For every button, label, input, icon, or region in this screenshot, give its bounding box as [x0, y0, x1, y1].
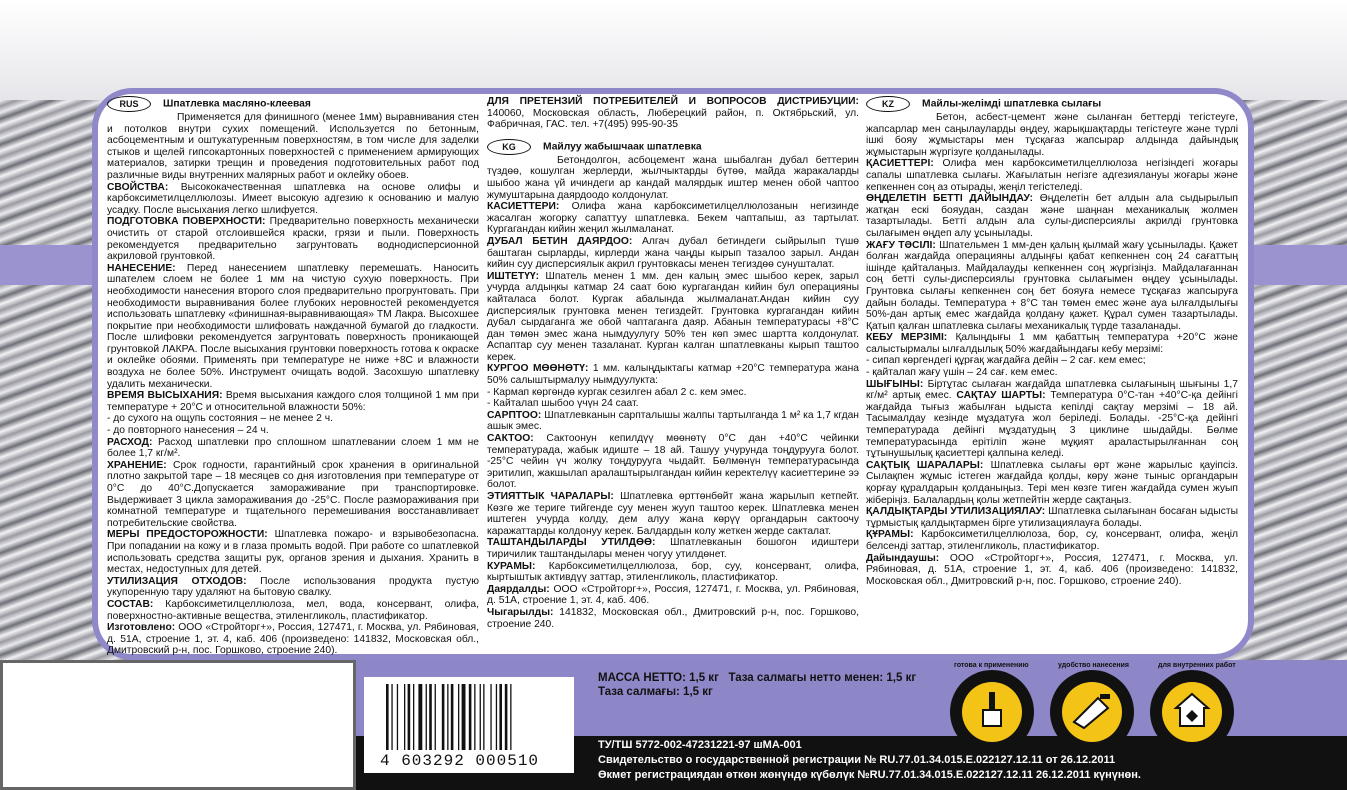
icon-label-easy: удобство нанесения — [1058, 662, 1129, 669]
registration-kg: Өкмет регистрациядан өткөн жөнүндө күбөлүк №RU.77.01.34.015.Е.022127.12.11 26.12.2011 күнүнөн. — [598, 769, 1141, 781]
made-label: Чыгарылды: — [487, 606, 554, 618]
maker-label: Изготовлено: — [107, 622, 176, 634]
composition-text: Карбоксиметилцеллюлоза, бор, су, консервант, олифа, жеңіл белсенді заттар, этиленгликоль, пластификатор. — [866, 529, 1238, 552]
lang-badge-kz: KZ — [866, 96, 910, 112]
maker-label: Дайындаушы: — [866, 552, 940, 564]
tu-code: ТУ/ТШ 5772-002-47231221-97 шМА-001 — [598, 739, 802, 751]
apply-label: ЖАҒУ ТӘСІЛІ: — [866, 239, 936, 251]
section-title: Майлы-желімді шпатлевка сылағы — [922, 98, 1102, 110]
props-text: Олифа мен карбоксиметилцеллюлоза негізіндегі жоғары сапалы шпатлевка сылағы. Жағылатын негізге адгезиялануы жоғары және кепкеннен соң аз отырады, жеңіл тегістеледі. — [866, 158, 1238, 193]
lang-badge-kg: KG — [487, 139, 531, 155]
usage-label: САРПТОО: — [487, 409, 542, 421]
dry-label: ВРЕМЯ ВЫСЫХАНИЯ: — [107, 390, 223, 402]
safety-label: САҚТЫҚ ШАРАЛАРЫ: — [866, 459, 984, 471]
claims-label: ДЛЯ ПРЕТЕНЗИЙ ПОТРЕБИТЕЛЕЙ И ВОПРОСОВ ДИСТРИБУЦИИ: — [487, 96, 859, 107]
prep-label: ДУБАЛ БЕТИН ДАЯРДОО: — [487, 235, 633, 247]
disposal-text: Шпатлевка сылағынан босаған ыдысты тұрмыстық қалдықтармен бірге утилизациялауға болады. — [866, 506, 1238, 529]
apply-label: ИШТЕТҮҮ: — [487, 270, 540, 282]
mass-kg: Таза салмагы нетто менен: 1,5 кг — [728, 672, 917, 684]
made-text: 141832, Московская обл., Дмитровский р-н, пос. Горшково, строение 240. — [487, 606, 859, 630]
disposal-text: Шпатлевканын бошогон идиштери тиричилик таштандылары менен чогуу утилдөнет. — [487, 537, 859, 560]
barcode-number: 4 603292 000510 — [380, 752, 540, 770]
composition-label: КУРАМЫ: — [487, 560, 536, 572]
props-label: ҚАСИЕТТЕРІ: — [866, 158, 934, 170]
dry-label: КУРГОО МӨӨНӨТҮ: — [487, 363, 589, 375]
net-weight — [598, 671, 916, 699]
column-kz — [866, 96, 1238, 587]
prep-label: ПОДГОТОВКА ПОВЕРХНОСТИ: — [107, 216, 266, 228]
intro-text: Применяется для финишного (менее 1мм) выравнивания стен и потолков внутри сухих помещений. Используется по бетонным, асбоцементным и оштукатуренным поверхностям, в том числе для заделки стыков и щелей гипсокартонных поверхностей с применением армирующих материалов, затирки трещин и проведения подготовительных работ под различные виды внутренних малярных работ и оклейку обоев. — [107, 112, 479, 181]
disposal-label: ТАШТАНДЫЛАРДЫ УТИЛДӨӨ: — [487, 537, 656, 549]
dry-label: КЕБУ МЕРЗІМІ: — [866, 332, 948, 344]
props-label: КАСИЕТТЕРИ: — [487, 201, 560, 213]
safety-label: МЕРЫ ПРЕДОСТОРОЖНОСТИ: — [107, 529, 268, 541]
dry-item-2: - до повторного нанесения – 24 ч. — [107, 425, 269, 437]
dry-text: Қалыңдығы 1 мм қабаттың температура +20°С және салыстырмалы ылғалдылық 50% жағдайындағы кебу мерзімі: — [866, 332, 1238, 355]
usage-label: РАСХОД: — [107, 436, 153, 448]
storage-text: Сактоонун кепилдүү мөөнөтү 0°С дан +40°С чейинки температурада, жабык идиште – 18 ай. Ташуу учурунда тоңдурууга болот. -25°С чейин үч жолку тоңдурууга чыдайт. Бөлмөнүн температурасында эритилип, жакшылап аралаштырылгандан кийин керектелүү касиеттерине ээ болот. — [487, 433, 859, 491]
prep-text: Өңделетін бет алдын ала сыдырылып жатқан ескі бояудан, саздан және шаңнан механикалық жолмен тазартылады. Бетті алдын ала сулы-дисперсиялы акрилді грунтовка сылағымен өңдеп алу ұсынылады. — [866, 193, 1238, 239]
disposal-label: УТИЛИЗАЦИЯ ОТХОДОВ: — [107, 575, 247, 587]
lang-badge-rus: RUS — [107, 96, 151, 112]
dry-text: 1 мм. калыңдыктагы катмар +20°С температура жана 50% салыштырмалуу нымдуулукта: — [487, 363, 859, 387]
prep-label: ӨҢДЕЛЕТІН БЕТТІ ДАЙЫНДАУ: — [866, 193, 1034, 205]
dry-item-1: - сипап көргендегі құрғақ жағдайға дейін – 2 сағ. кем емес; — [866, 355, 1146, 367]
claims-text: 140060, Московская область, Люберецкий район, п. Октябрьский, ул. Фабричная, ГАС. тел. +7(495) 995-90-35 — [487, 107, 859, 131]
dry-item-2: - Кайталап шыбоо үчүн 24 саат. — [487, 398, 639, 410]
storage-label: ХРАНЕНИЕ: — [107, 459, 167, 471]
composition-text: Карбоксиметилцеллюлоза, бор, суу, консервант, олифа, кыртыштык активдүү заттар, этиленгликоль, пластификатор. — [487, 560, 859, 584]
column-rus — [107, 96, 479, 657]
apply-text: Шпательмен 1 мм-ден қалың қылмай жағу ұсынылады. Қажет болған жағдайда операцияны алдыңғы қабат кепкеннен соң 24 сағаттың ішінде қайталаңыз. Майдалауды кепкеннен соң жүргізіңіз. Майдалағаннан соң бетті сулы-дисперсиялы грунтовка сылағымен өңдеу ұсынылады. Грунтовка сылағы кепкеннен соң бет бояуға немесе тұсқағаз жапсыруға дайын болады. Температура + 8°С тан төмен емес және ауа ылғалдылығы 50%-дан артық емес жағдайда қолдану қажет. Құрал сумен тазартылады. Қатып қалған шпатлевка сылағы механикалық түрде тазаланады. — [866, 239, 1238, 332]
apply-text: Перед нанесением шпатлевку перемешать. Наносить шпателем слоем не более 1 мм на чистую сухую поверхность. При необходимости нанесения второго слоя предварительно прогрунтовать. При необходимости выравнивания более глубоких неровностей рекомендуется использовать шпатлевку «финишная-выравнивающая» ТМ Лакра. Высохшее покрытие при необходимости шлифовать наждачной бумагой до гладкости. После шлифовки рекомендуется загрунтовать поверхность проникающей грунтовкой ЛАКРА. После высыхания грунтовки поверхность готова к окраске и оклейке обоями. Применять при температуре не ниже +8С и влажности воздуха не более 50%. Инструмент очищать водой. Засохшую шпатлевку удалить механически. — [107, 262, 479, 390]
storage-label: САҚТАУ ШАРТЫ: — [956, 390, 1046, 402]
feature-icons — [950, 662, 1250, 762]
usage-text: Расход шпатлевки про сплошном шпатлевании слоем 1 мм не более 1,7 кг/м². — [107, 436, 479, 460]
barcode-bars — [384, 684, 564, 752]
disposal-text: После использования продукта пустую укупоренную тару удаляют на бытовую свалку. — [107, 575, 479, 599]
dry-item-2: - қайталап жағу үшін – 24 сағ. кем емес. — [866, 367, 1058, 379]
storage-text: Срок годности, гарантийный срок хранения в оригинальной плотно закрытой таре – 18 месяцев со дня изготовления при температуре от 0°С до 40°С.Допускается замораживание при транспортировке. Выдерживает 3 цикла замораживания до -25°С. После размораживания при комнатной температуре и тщательного перемешивания восстанавливает потребительские свойства. — [107, 459, 479, 529]
maker-text: ООО «Стройторг+», Россия, 127471, г. Москва, ул. Рябиновая, д. 51А, строение 1, эт. 4, каб. 406 (произведено: 141832, Московская обл., Дмитровский р-н, пос. Горшково, строение 240). — [107, 622, 479, 657]
safety-text: Шпатлевка өрттөнбөйт жана жарылып кетпейт. Көзгө же териге тийгенде суу менен жууп таштоо керек. Шпатлевка менен иштеген учурда колду, дем алуу жана көрүү органдарын сактоочу каражаттарды колдонуу керек. Балдардын колу жеткен жерде сакталат. — [487, 491, 859, 537]
easy-application-icon — [1050, 670, 1134, 754]
usage-text: Шпатлевканын сарпталышы жалпы тартылганда 1 м² ка 1,7 кгдан ашык эмес. — [487, 409, 859, 433]
registration-rus: Свидетельство о государственной регистрации № RU.77.01.34.015.Е.022127.12.11 от 26.12.2011 — [598, 754, 1116, 766]
maker-text: ООО «Стройторг+», Россия, 127471, г. Москва, ул. Рябиновая, д. 51А, строение 1, эт. 4, каб. 406 (произведено: 141832, Московская обл., Дмитровский р-н, пос. Горшково, строение 240). — [866, 552, 1238, 587]
storage-label: САКТОО: — [487, 433, 534, 445]
dry-item-1: - Кармап көргөндө кургак сезилген абал 2 с. кем эмес. — [487, 386, 747, 398]
usage-label: ШЫҒЫНЫ: — [866, 378, 924, 390]
icon-label-ready: готова к применению — [954, 662, 1029, 669]
intro-text: Бетондолгон, асбоцемент жана шыбалган дубал беттерин түздөө, кошулган жерлерди, жылчыктарды бүтөө, майда жаракаларды шыбоо жана үй ичиндеги ар кандай малярдык иштер менен обой чаптоо жумуштарына даярдоодо колдонулат. — [487, 154, 859, 201]
props-text: Олифа жана карбоксиметилцеллюлозанын негизинде жасалган жогорку сапаттуу шпатлевка. Бекем чаптапыш, аз тартылат. Кургагандан кийин жеңил жылмаланат. — [487, 201, 859, 236]
mass-rus: МАССА НЕТТО: 1,5 кг — [598, 672, 719, 684]
props-label: СВОЙСТВА: — [107, 181, 169, 193]
section-title: Майлуу жабышчаак шпатлевка — [543, 141, 702, 153]
apply-text: Шпатель менен 1 мм. ден калың эмес шыбоо керек, зарыл учурда алдыңкы катмар 24 саат бою кургагандан кийин бул операцияны кайталаса болот. Кургак абалында жылмаланат.Андан кийин суу дисперсиялык грунтовка менен тегиздейт. Грунтовка кургагандан кийин дубал сырдаганга же обой чаптаганга даяр. Абанын температурасы +8°С дан төмөн эмес жана нымдуулугу 50% тен көп эмес шартта колдонулат. Аспаптар суу менен тазаланат. Курган калган шпатлевканы кырып таштоо керек. — [487, 270, 859, 363]
composition-text: Карбоксиметилцеллюлоза, мел, вода, консервант, олифа, поверхностно-активные вещества, этиленгликоль, пластификатор. — [107, 598, 479, 622]
ready-to-use-icon — [950, 670, 1034, 754]
composition-label: СОСТАВ: — [107, 598, 154, 610]
safety-text: Шпатлевка сылағы өрт және жарылыс қауіпсіз. Сылақпен жұмыс істеген жағдайда қолды, көру және тыныс органдарын қорғау құралдарын қолданыңыз. Тері мен көзге тиген жағдайда сумен жуып жіберіңіз. Балалардың қолы жетпейтін жерде сақтаңыз. — [866, 459, 1239, 506]
maker-text: ООО «Стройторг+», Россия, 127471, г. Москва, ул. Рябиновая, д. 51А, строение 1, эт. 4, каб. 406. — [487, 583, 859, 607]
composition-label: ҚҰРАМЫ: — [866, 529, 914, 541]
apply-label: НАНЕСЕНИЕ: — [107, 262, 176, 274]
blank-label-box — [0, 660, 356, 790]
prep-text: Алгач дубал бетиндеги сыйрылып түшө баштаган сырларды, кирлерди жана чаңды кырып тазалоо зарыл. Андан кийин суу дисперсиялык акрил грунтовкасы менен тегиздөө сунушталат. — [487, 235, 859, 271]
section-title: Шпатлевка масляно-клеевая — [163, 98, 311, 110]
mass-kz: Таза салмағы: 1,5 кг — [598, 686, 713, 698]
maker-label: Даярдалды: — [487, 583, 550, 595]
storage-text: Температура 0°С-тан +40°С-қа дейінгі жағдайда тығыз жабылған ыдыста кепілді сақтау мерзімі – 18 ай. Тасымалдау кезінде мұздатуға жол беріледі. Болады. -25°С-қа дейінгі температурада дейінгі мұздатудың 3 циклине шыдайды. Бөлме температурасында ерітіліп және мұқият араластырылғаннан соң тұтынушылық қасиеттері қалпына келеді. — [866, 390, 1238, 460]
intro-text: Бетон, асбест-цемент және сыланған беттерді тегістеуге, жапсарлар мен саңылауларды өңдеу, жарықшақтарды тегістеуге және түрлі ішкі бояу жұмыстары мен тұсқағаз жапсырар алдында дайындық жұмыстарын жүргізуге қолданылады. — [866, 112, 1238, 158]
disposal-label: ҚАЛДЫҚТАРДЫ УТИЛИЗАЦИЯЛАУ: — [866, 506, 1046, 518]
interior-work-icon — [1150, 670, 1234, 754]
column-kg — [487, 96, 859, 630]
safety-text: Шпатлевка пожаро- и взрывобезопасна. При попадании на кожу и в глаза промыть водой. При работе со шпатлевкой использовать средства защиты рук, органов зрения и дыхания. Хранить в местах, недоступных для детей. — [107, 529, 479, 576]
background-top — [0, 0, 1347, 100]
dry-item-1: - до сухого на ощупь состояния – не менее 2 ч. — [107, 413, 333, 425]
safety-label: ЭТИЯТТЫК ЧАРАЛАРЫ: — [487, 491, 614, 502]
prep-text: Предварительно поверхность механически очистить от старой отслоившейся краски, грязи и пыли. Поверхность рекомендуется предварительно загрунтовать воднодисперсионной акриловой грунтовкой. — [107, 216, 479, 263]
usage-text: Біртұтас сылаған жағдайда шпатлевка сылағының шығыны 1,7 кг/м² артық емес. — [866, 378, 1238, 402]
props-text: Высококачественная шпатлевка на основе олифы и карбоксиметилцеллюлозы. Имеет высокую адгезию к основанию и малую усадку. После высыхания легко шлифуется. — [107, 181, 479, 216]
icon-label-interior: для внутренних работ — [1158, 662, 1236, 669]
dry-text: Время высыхания каждого слоя толщиной 1 мм при температуре + 20°С и относительной влажности 50%: — [107, 390, 479, 413]
